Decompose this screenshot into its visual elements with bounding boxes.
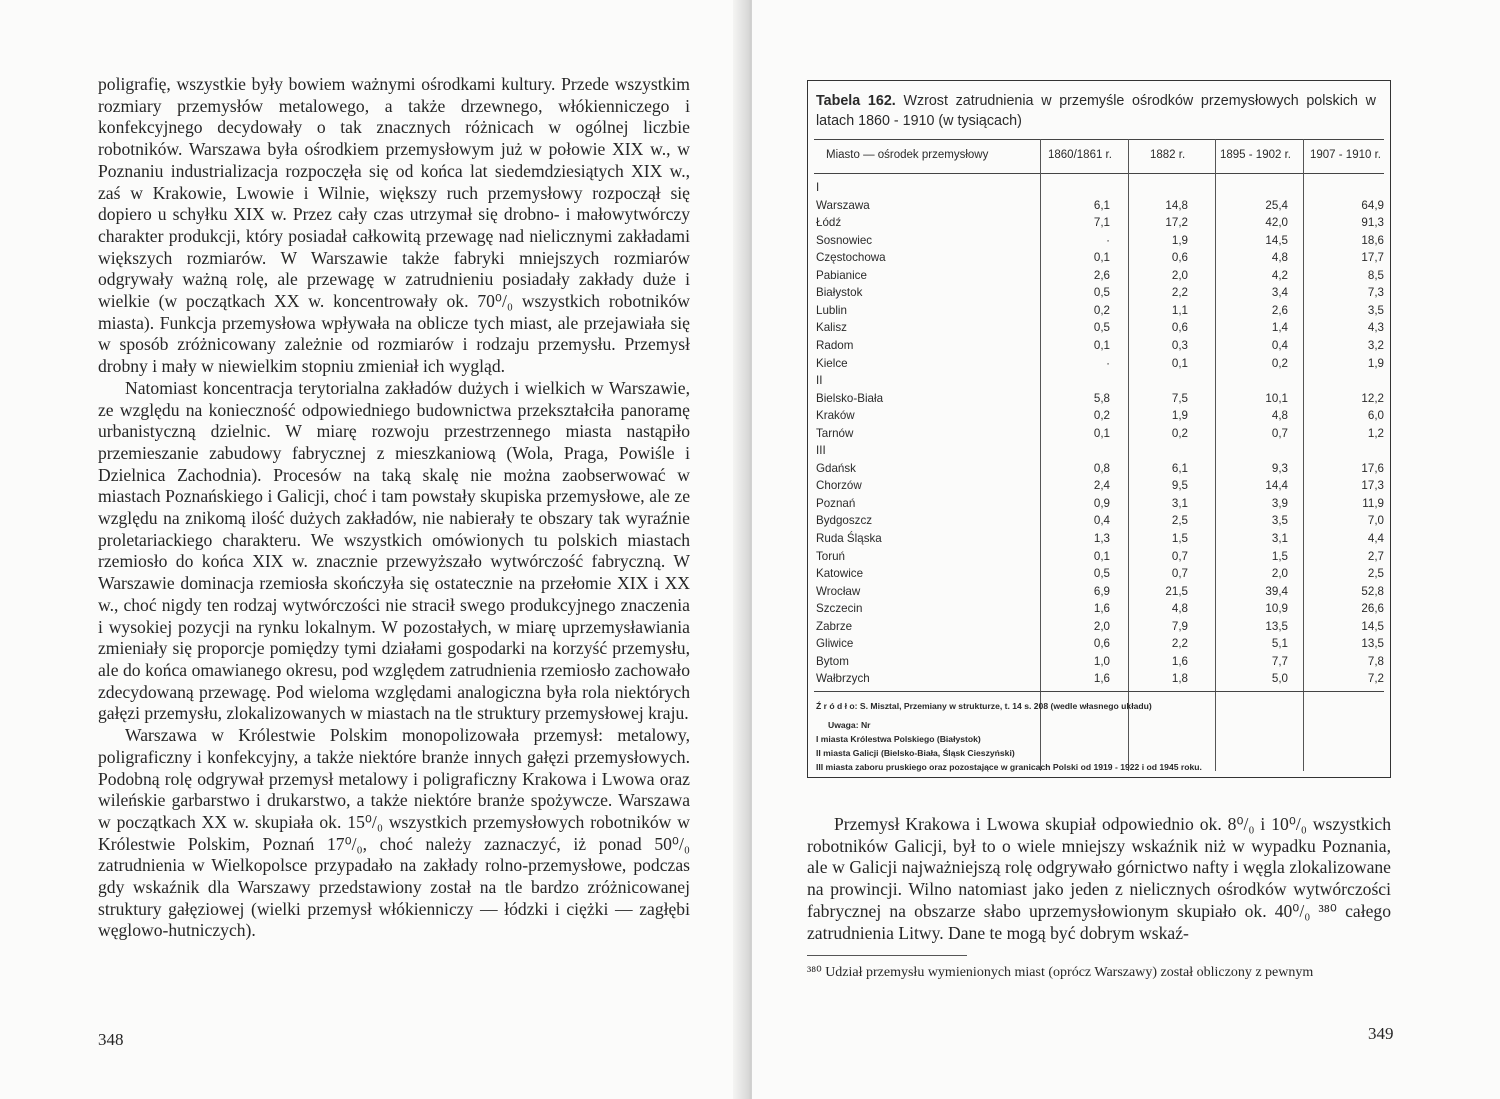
value-cell: 0,7 — [1271, 426, 1288, 440]
value-cell: 5,1 — [1271, 637, 1288, 651]
city-cell: Chorzów — [816, 479, 862, 493]
table-title: Wzrost zatrudnienia w przemyśle ośrodków przemysłowych polskich w latach 1860 - 1910 (w tysiącach) — [816, 93, 1376, 129]
table-row — [808, 269, 1392, 286]
table-row — [808, 462, 1392, 479]
value-cell: 0,4 — [1093, 514, 1110, 528]
value-cell: 0,1 — [1171, 356, 1188, 370]
value-cell: 1,4 — [1271, 321, 1288, 335]
value-cell: 1,9 — [1171, 409, 1188, 423]
paragraph: Warszawa w Królestwie Polskim monopolizowała przemysł: metalowy, poligraficzny i konfekcyjny, a także niektóre branże innych gałęzi przemysłowych. Podobną rolę odgrywał przemysł metalowy i poligraficzny Krakowa i Lwowa oraz wileńskie garbarstwo i drukarstwo, a także niektóre branże spożywcze. Warszawa w początkach XX w. skupiała ok. 15⁰/₀ wszystkich przemysłowych robotników w Królestwie Polskim, Poznań 17⁰/₀, choć należy zaznaczyć, iż ponad 50⁰/₀ zatrudnienia w Wielkopolsce przypadało na zakłady rolno-przemysłowe, podczas gdy wskaźnik dla Warszawy przedstawiony został na tle bardzo zróżnicowanej struktury gałęziowej (wielki przemysł włókienniczy — łódzki i ciężki — zagłębi węglowo-hutniczych). — [98, 725, 690, 941]
table-row — [808, 339, 1392, 356]
value-cell: 3,5 — [1271, 514, 1288, 528]
table-row — [808, 532, 1392, 549]
value-cell: 25,4 — [1265, 198, 1288, 212]
value-cell: 2,4 — [1093, 479, 1110, 493]
divider — [814, 173, 1384, 174]
value-cell: 7,2 — [1367, 672, 1384, 686]
city-cell: Wrocław — [816, 584, 861, 598]
value-cell: 2,2 — [1171, 637, 1188, 651]
city-cell: Bielsko-Biała — [816, 391, 884, 405]
value-cell: 1,2 — [1367, 426, 1384, 440]
table-row — [808, 427, 1392, 444]
value-cell: 42,0 — [1265, 216, 1288, 230]
value-cell: 0,1 — [1093, 251, 1110, 265]
value-cell: 52,8 — [1361, 584, 1384, 598]
value-cell: 8,5 — [1367, 268, 1384, 282]
value-cell: 1,6 — [1171, 654, 1188, 668]
value-cell: 0,1 — [1093, 338, 1110, 352]
city-cell: Wałbrzych — [816, 672, 870, 686]
table-row — [808, 357, 1392, 374]
table-row — [808, 181, 1392, 198]
city-cell: Kraków — [816, 409, 855, 423]
value-cell: 91,3 — [1361, 216, 1384, 230]
value-cell: 2,5 — [1171, 514, 1188, 528]
city-cell: Pabianice — [816, 268, 867, 282]
left-page — [0, 0, 748, 1099]
value-cell: 0,6 — [1171, 251, 1188, 265]
value-cell: 1,9 — [1367, 356, 1384, 370]
value-cell: 12,2 — [1361, 391, 1384, 405]
value-cell: 26,6 — [1361, 602, 1384, 616]
city-cell: Łódź — [816, 216, 842, 230]
value-cell: 4,2 — [1271, 268, 1288, 282]
value-cell: 0,5 — [1093, 567, 1110, 581]
table-row — [808, 374, 1392, 391]
city-cell: Bydgoszcz — [816, 514, 873, 528]
value-cell: 7,5 — [1171, 391, 1188, 405]
value-cell: 0,9 — [1093, 496, 1110, 510]
value-cell: 0,1 — [1093, 549, 1110, 563]
value-cell: 3,9 — [1271, 496, 1288, 510]
value-cell: 5,0 — [1271, 672, 1288, 686]
paragraph: Przemysł Krakowa i Lwowa skupiał odpowiednio ok. 8⁰/₀ i 10⁰/₀ wszystkich robotników Galicji, był to o wiele mniejszy wskaźnik niż w wypadku Poznania, ale w Galicji najważniejszą rolę odgrywało górnictwo nafty i węgla zlokalizowane na prowincji. Wilno natomiast jako jeden z nielicznych ośrodków wytwórczości fabrycznej na obszarze słabo uprzemysłowionym skupiało ok. 40⁰/₀ ³⁸⁰ całego zatrudnienia Litwy. Dane te mogą być dobrym wskaź- — [807, 814, 1391, 943]
table-note: I miasta Królestwa Polskiego (Białystok) — [816, 734, 981, 744]
value-cell: 0,6 — [1171, 321, 1188, 335]
column-header: 1860/1861 r. — [1048, 149, 1112, 161]
value-cell: 7,1 — [1093, 216, 1110, 230]
city-cell: Bytom — [816, 654, 849, 668]
value-cell: 17,2 — [1165, 216, 1188, 230]
table-label: Tabela 162. — [816, 93, 896, 109]
value-cell: 2,0 — [1093, 619, 1110, 633]
value-cell: 0,3 — [1171, 338, 1188, 352]
employment-table — [807, 80, 1391, 778]
divider — [814, 139, 1384, 140]
value-cell: 0,7 — [1171, 567, 1188, 581]
table-note: III miasta zaboru pruskiego oraz pozostające w granicach Polski od 1919 - 1922 i od 1945 roku. — [816, 762, 1202, 772]
paragraph: Natomiast koncentracja terytorialna zakładów dużych i wielkich w Warszawie, ze względu na konieczność odpowiedniego budownictwa przekształciła panoramę urbanistyczną dzielnic. W miarę rozwoju przestrzennego miasta nastąpiło przemieszanie zabudowy fabrycznej z mieszkaniową (Wola, Praga, Powiśle i Dzielnica Zachodnia). Procesów na taką skalę nie można zaobserwować w miastach Poznańskiego i Galicji, choć i tam powstały skupiska przemysłowe, ale ze względu na znikomą ilość dużych zakładów, nie nabierały te obszary tak wyraźnie proletariackiego charakteru. We wszystkich omówionych tu polskich miastach rzemiosło do końca XIX w. znacznie przewyższało wytwórczość fabryczną. W Warszawie dominacja rzemiosła skończyła się ostatecznie na przełomie XIX i XX w., choć nigdy ten rodzaj wytwórczości nie stracił swego produkcyjnego znaczenia i wysokiej pozycji na rynku lokalnym. W pozostałych, w miarę uprzemysławiania zmieniały się proporcje pomiędzy tymi działami gospodarki na korzyść przemysłu, ale do końca omawianego okresu, pod względem zatrudnienia rzemiosło zachowało zdecydowaną przewagę. Pod wieloma względami analogiczna była rola niektórych gałęzi przemysłu, zlokalizowanych w miastach na tle struktury przemysłowej kraju. — [98, 377, 690, 724]
value-cell: 10,9 — [1265, 602, 1288, 616]
value-cell: 2,6 — [1271, 303, 1288, 317]
table-row — [808, 392, 1392, 409]
table-row — [808, 637, 1392, 654]
table-row — [808, 497, 1392, 514]
value-cell: 0,7 — [1171, 549, 1188, 563]
value-cell: 7,8 — [1367, 654, 1384, 668]
value-cell: 18,6 — [1361, 233, 1384, 247]
value-cell: 2,6 — [1093, 268, 1110, 282]
value-cell: 6,9 — [1093, 584, 1110, 598]
value-cell: 0,1 — [1093, 426, 1110, 440]
city-cell: Katowice — [816, 567, 864, 581]
value-cell: 11,9 — [1362, 496, 1384, 510]
left-page-text — [98, 74, 690, 942]
value-cell: 39,4 — [1265, 584, 1288, 598]
value-cell: 14,4 — [1265, 479, 1288, 493]
value-cell: 9,5 — [1171, 479, 1188, 493]
value-cell: 0,8 — [1093, 461, 1110, 475]
city-cell: Lublin — [816, 303, 847, 317]
value-cell: 1,5 — [1171, 532, 1188, 545]
footnote: ³⁸⁰ Udział przemysłu wymienionych miast (oprócz Warszawy) został obliczony z pewnym — [807, 965, 1314, 980]
city-cell: Sosnowiec — [816, 233, 873, 247]
city-cell: Białystok — [816, 286, 863, 300]
value-cell: 0,5 — [1093, 286, 1110, 300]
table-caption — [816, 91, 1376, 131]
value-cell: 21,5 — [1165, 584, 1188, 598]
value-cell: 7,0 — [1367, 514, 1384, 528]
table-row — [808, 620, 1392, 637]
value-cell: 14,5 — [1361, 619, 1384, 633]
city-cell: Szczecin — [816, 602, 863, 616]
value-cell: 6,0 — [1367, 409, 1384, 423]
value-cell: · — [1106, 233, 1110, 247]
column-header: Miasto — ośrodek przemysłowy — [826, 149, 989, 161]
value-cell: 1,6 — [1093, 672, 1110, 686]
value-cell: 6,1 — [1171, 461, 1188, 475]
table-row — [808, 585, 1392, 602]
value-cell: 5,8 — [1093, 391, 1110, 405]
value-cell: 1,3 — [1093, 532, 1110, 545]
value-cell: 14,8 — [1165, 198, 1188, 212]
table-note: II miasta Galicji (Bielsko-Biała, Śląsk Cieszyński) — [816, 748, 1015, 758]
value-cell: 3,2 — [1367, 338, 1384, 352]
table-row — [808, 234, 1392, 251]
table-row — [808, 321, 1392, 338]
value-cell: 2,5 — [1367, 567, 1384, 581]
value-cell: 14,5 — [1265, 233, 1288, 247]
value-cell: 1,0 — [1093, 654, 1110, 668]
value-cell: 1,1 — [1171, 303, 1188, 317]
value-cell: 1,9 — [1171, 233, 1188, 247]
table-row — [808, 602, 1392, 619]
value-cell: 3,1 — [1271, 532, 1288, 545]
city-cell: Toruń — [816, 549, 846, 563]
value-cell: 3,1 — [1171, 496, 1188, 510]
value-cell: 2,0 — [1271, 567, 1288, 581]
table-source: Ź r ó d ł o: S. Misztal, Przemiany w strukturze, t. 14 s. 208 (wedle własnego układu) — [816, 701, 1152, 711]
table-row — [808, 444, 1392, 461]
value-cell: 13,5 — [1361, 637, 1384, 651]
value-cell: 4,8 — [1271, 409, 1288, 423]
divider — [814, 691, 1384, 692]
city-cell: Kielce — [816, 356, 848, 370]
value-cell: 17,7 — [1361, 251, 1384, 265]
right-page-text — [807, 814, 1391, 944]
value-cell: 0,5 — [1093, 321, 1110, 335]
city-cell: III — [816, 444, 826, 458]
value-cell: 4,4 — [1367, 532, 1384, 545]
value-cell: 3,4 — [1271, 286, 1288, 300]
city-cell: Radom — [816, 338, 854, 352]
city-cell: Kalisz — [816, 321, 847, 335]
value-cell: 0,2 — [1271, 356, 1288, 370]
column-header: 1895 - 1902 r. — [1220, 149, 1291, 161]
value-cell: 64,9 — [1361, 198, 1384, 212]
table-row — [808, 567, 1392, 584]
city-cell: Częstochowa — [816, 251, 886, 265]
value-cell: 6,1 — [1093, 198, 1110, 212]
value-cell: 1,5 — [1271, 549, 1288, 563]
table-row — [808, 672, 1392, 689]
city-cell: Gliwice — [816, 637, 854, 651]
value-cell: 4,3 — [1367, 321, 1384, 335]
footnote-rule — [807, 955, 967, 956]
notes-label: Uwaga: Nr — [828, 720, 871, 730]
paragraph: poligrafię, wszystkie były bowiem ważnymi ośrodkami kultury. Przede wszystkim rozmiary przemysłów metalowego, a także drzewnego, włókienniczego i konfekcyjnego decydowały o tak znacznych różnicach w ogólnej liczbie robotników. Warszawa była ośrodkiem przemysłowym już w połowie XIX w., w Poznaniu industrializacja rozpoczęła się od końca lat siedemdziesiątych XIX w., zaś w Krakowie, Lwowie i Wilnie, większy ruch przemysłowy rozpoczął się dopiero u schyłku XIX w. Przez cały czas utrzymał się drobno- i małowytwórczy charakter produkcji, który posiadał całkowitą przewagę nad nielicznymi zakładami większych rozmiarów. W Warszawie także fabryki mniejszych rozmiarów odgrywały ważną rolę, ale przewagę w zatrudnieniu posiadały zakłady duże i wielkie (w początkach XX w. koncentrowały ok. 70⁰/₀ wszystkich robotników miasta). Funkcja przemysłowa wpływała na oblicze tych miast, ale przejawiała się w sposób zróżnicowany zależnie od rozmiarów i rodzaju przemysłu. Przemysł drobny i mały w niewielkim stopniu zmieniał ich wygląd. — [98, 74, 690, 377]
table-row — [808, 199, 1392, 216]
value-cell: 0,4 — [1271, 338, 1288, 352]
value-cell: 2,7 — [1367, 549, 1384, 563]
table-row — [808, 216, 1392, 233]
value-cell: 7,9 — [1171, 619, 1188, 633]
city-cell: I — [816, 181, 820, 194]
table-row — [808, 251, 1392, 268]
page-number: 348 — [98, 1030, 124, 1049]
value-cell: 9,3 — [1271, 461, 1288, 475]
table-row — [808, 550, 1392, 567]
value-cell: 17,3 — [1361, 479, 1384, 493]
page-number: 349 — [1368, 1024, 1394, 1043]
city-cell: Tarnów — [816, 426, 854, 440]
table-row — [808, 514, 1392, 531]
table-row — [808, 409, 1392, 426]
table-row — [808, 286, 1392, 303]
value-cell: 4,8 — [1271, 251, 1288, 265]
city-cell: Gdańsk — [816, 461, 856, 475]
table-row — [808, 304, 1392, 321]
value-cell: 13,5 — [1265, 619, 1288, 633]
value-cell: 2,2 — [1171, 286, 1188, 300]
column-header: 1907 - 1910 r. — [1310, 149, 1381, 161]
table-row — [808, 655, 1392, 672]
city-cell: Ruda Śląska — [816, 532, 882, 545]
city-cell: Zabrze — [816, 619, 853, 633]
value-cell: 0,6 — [1093, 637, 1110, 651]
city-cell: Warszawa — [816, 198, 870, 212]
value-cell: 4,8 — [1171, 602, 1188, 616]
value-cell: 0,2 — [1171, 426, 1188, 440]
value-cell: 1,8 — [1171, 672, 1188, 686]
city-cell: Poznań — [816, 496, 856, 510]
city-cell: II — [816, 374, 823, 388]
value-cell: 0,2 — [1093, 409, 1110, 423]
value-cell: 3,5 — [1367, 303, 1384, 317]
value-cell: 1,6 — [1093, 602, 1110, 616]
value-cell: 0,2 — [1093, 303, 1110, 317]
value-cell: 7,7 — [1271, 654, 1288, 668]
table-row — [808, 479, 1392, 496]
value-cell: · — [1106, 356, 1110, 370]
value-cell: 10,1 — [1265, 391, 1288, 405]
value-cell: 2,0 — [1171, 268, 1188, 282]
column-header: 1882 r. — [1150, 149, 1186, 161]
value-cell: 7,3 — [1367, 286, 1384, 300]
value-cell: 17,6 — [1361, 461, 1384, 475]
